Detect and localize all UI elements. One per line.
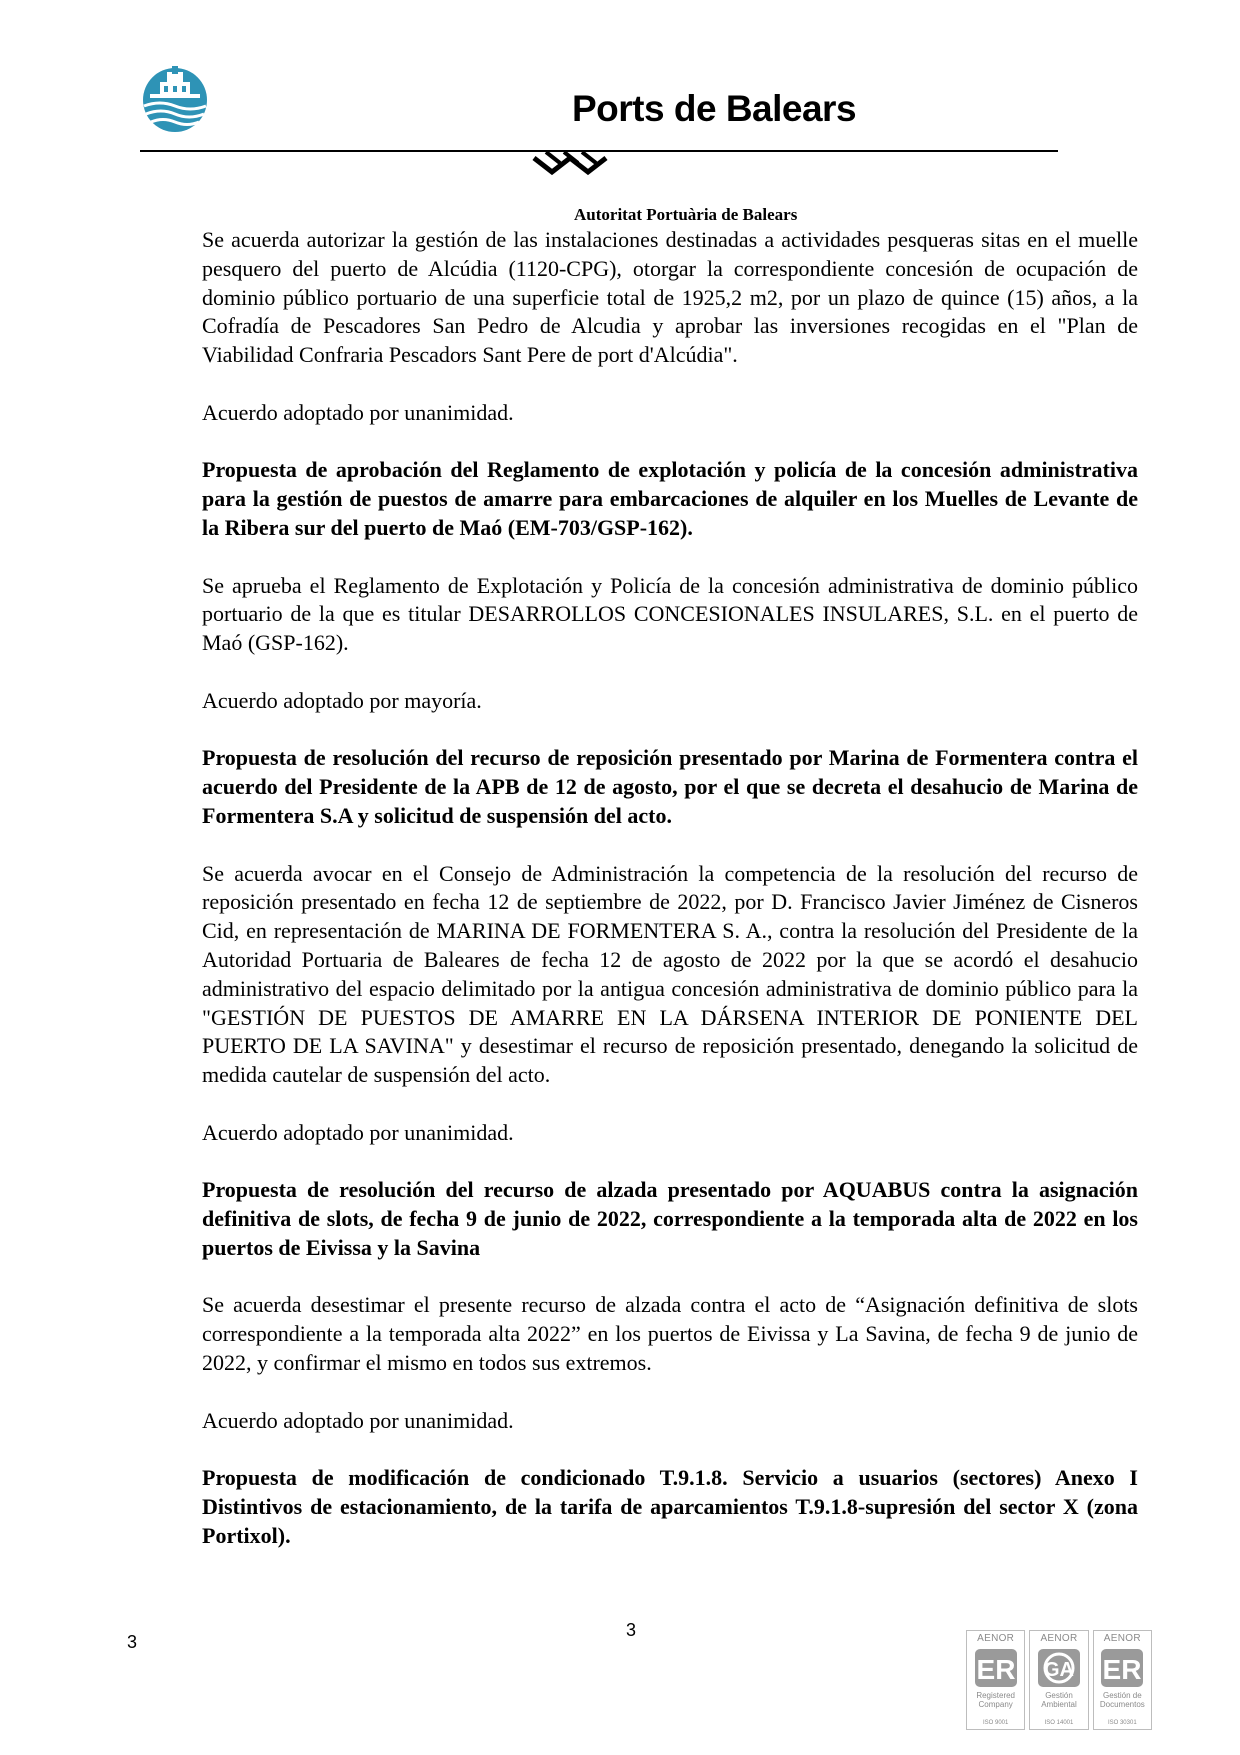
document-body <box>202 226 1138 1579</box>
svg-text:ER: ER <box>1102 1654 1142 1685</box>
paragraph: Se acuerda autorizar la gestión de las instalaciones destinadas a actividades pesqueras sitas en el muelle pesquero del puerto de Alcúdia (1120-CPG), otorgar la correspondiente concesión de ocupación de dominio público portuario de una superficie total de 1925,2 m2, por un plazo de quince (15) años, a la Cofradía de Pescadores San Pedro de Alcudia y aprobar las inversiones recogidas en el "Plan de Viabilidad Confraria Pescadors Sant Pere de port d'Alcúdia". <box>202 227 1138 368</box>
cert-issuer: AENOR <box>1040 1633 1078 1644</box>
er-mark-icon <box>973 1647 1019 1689</box>
er-mark-icon <box>1099 1647 1145 1689</box>
proposal-heading: Propuesta de modificación de condicionado T.9.1.8. Servicio a usuarios (sectores) Anexo I Distintivos de estacionamiento, de la tarifa de aparcamientos T.9.1.8-supresión del sector X (zona Portixol). <box>202 1465 1138 1548</box>
cert-label: Registered Company <box>976 1691 1015 1709</box>
svg-text:GA: GA <box>1043 1659 1074 1681</box>
cert-label: Gestión de Documentos <box>1099 1691 1145 1709</box>
ports-de-balears-logo <box>136 64 214 134</box>
cert-code: ISO 9001 <box>982 1720 1009 1726</box>
proposal-heading: Propuesta de resolución del recurso de reposición presentado por Marina de Formentera contra el acuerdo del Presidente de la APB de 12 de agosto, por el que se decreta el desahucio de Marina de Formentera S.A y solicitud de suspensión del acto. <box>202 745 1138 828</box>
certification-badges <box>966 1630 1152 1730</box>
cert-code: ISO 30301 <box>1107 1720 1137 1726</box>
aenor-gd-badge <box>1093 1630 1152 1730</box>
svg-text:ER: ER <box>976 1654 1016 1685</box>
agreement-result: Acuerdo adoptado por unanimidad. <box>202 1407 514 1433</box>
brand-name: Ports de Balears <box>572 88 857 129</box>
cert-label: Gestión Ambiental <box>1041 1691 1077 1709</box>
authority-name: Autoritat Portuària de Balears <box>574 205 798 224</box>
proposal-heading: Propuesta de resolución del recurso de alzada presentado por AQUABUS contra la asignación definitiva de slots, de fecha 9 de junio de 2022, correspondiente a la temporada alta de 2022 en los puertos de Eivissa y la Savina <box>202 1177 1138 1260</box>
agreement-result: Acuerdo adoptado por unanimidad. <box>202 1119 514 1145</box>
cert-code: ISO 14001 <box>1044 1720 1074 1726</box>
paragraph: Se aprueba el Reglamento de Explotación y Policía de la concesión administrativa de dominio público portuario de la que es titular DESARROLLOS CONCESIONALES INSULARES, S.L. en el puerto de Maó (GSP-162). <box>202 572 1138 656</box>
aenor-ga-badge <box>1029 1630 1088 1730</box>
page-number-center: 3 <box>626 1620 637 1640</box>
cert-issuer: AENOR <box>977 1633 1015 1644</box>
paragraph: Se acuerda avocar en el Consejo de Administración la competencia de la resolución del recurso de reposición presentado en fecha 12 de septiembre de 2022, por D. Francisco Javier Jiménez de Cisneros Cid, en representación de MARINA DE FORMENTERA S. A., contra la resolución del Presidente de la Autoridad Portuaria de Baleares de fecha 12 de agosto de 2022 por la que se acordó el desahucio administrativo del espacio delimitado por la antigua concesión administrativa de dominio público para la "GESTIÓN DE PUESTOS DE AMARRE EN LA DÁRSENA INTERIOR DE PONIENTE DEL PUERTO DE LA SAVINA" y desestimar el recurso de reposición presentado, denegando la solicitud de medida cautelar de suspensión del acto. <box>202 860 1138 1088</box>
ga-mark-icon <box>1036 1647 1082 1689</box>
agreement-result: Acuerdo adoptado por mayoría. <box>202 687 482 713</box>
cert-issuer: AENOR <box>1103 1633 1141 1644</box>
wave-emblem <box>530 148 610 182</box>
aenor-er-badge <box>966 1630 1025 1730</box>
agreement-result: Acuerdo adoptado por unanimidad. <box>202 399 514 425</box>
page-number-left: 3 <box>127 1632 138 1652</box>
paragraph: Se acuerda desestimar el presente recurso de alzada contra el acto de “Asignación definitiva de slots correspondiente a la temporada alta 2022” en los puertos de Eivissa y La Savina, de fecha 9 de junio de 2022, y confirmar el mismo en todos sus extremos. <box>202 1292 1138 1376</box>
proposal-heading: Propuesta de aprobación del Reglamento de explotación y policía de la concesión administrativa para la gestión de puestos de amarre para embarcaciones de alquiler en los Muelles de Levante de la Ribera sur del puerto de Maó (EM-703/GSP-162). <box>202 457 1138 540</box>
